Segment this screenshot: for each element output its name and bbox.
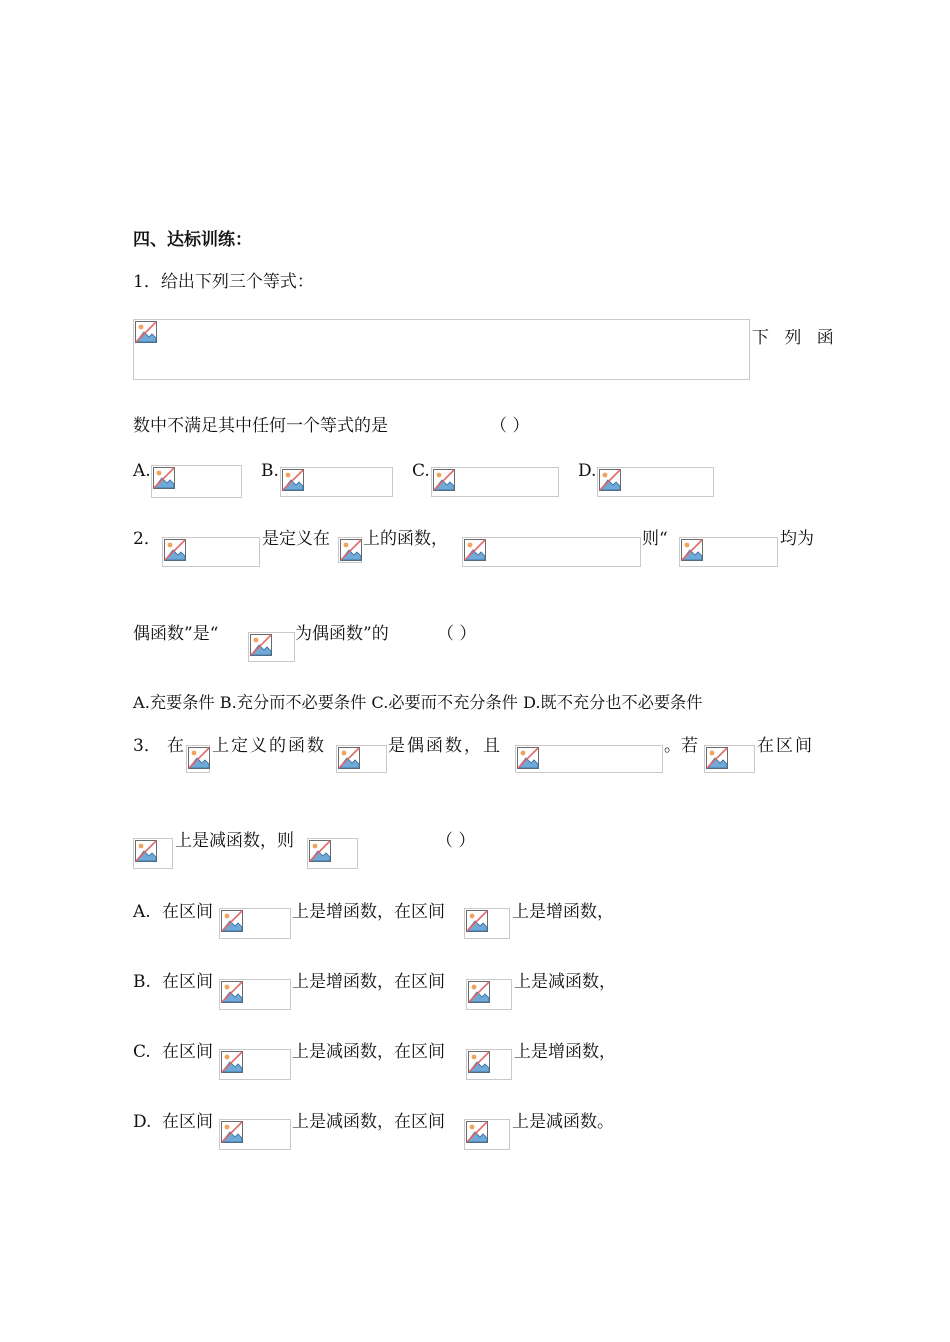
q2-text-5: 偶函数”是“ [133, 624, 219, 644]
q2-answer-paren: （ ） [437, 624, 477, 644]
q3-image-6 [307, 838, 358, 869]
q3-option-a-image-2 [464, 908, 510, 939]
q3-option-a-text-3: 上是增函数， [512, 902, 614, 922]
q1-option-b-image [280, 467, 393, 497]
q3-text-3: 是偶函数，且 [388, 736, 502, 756]
q3-option-d-text-3: 上是减函数。 [512, 1112, 614, 1132]
q3-option-a-label: A. [133, 902, 151, 922]
q3-option-d-text-1: 在区间 [162, 1112, 213, 1132]
q2-options: A.充要条件 B.充分而不必要条件 C.必要而不充分条件 D.既不充分也不必要条件 [133, 693, 703, 712]
q3-option-b-text-2: 上是增函数，在区间 [292, 972, 445, 992]
q3-option-c-label: C. [133, 1042, 151, 1062]
q3-option-d-image-2 [464, 1119, 510, 1150]
q3-option-c-image-1 [219, 1049, 291, 1080]
q1-answer-paren: （ ） [490, 416, 530, 436]
q3-option-a-text-2: 上是增函数，在区间 [292, 902, 445, 922]
q3-answer-paren: （ ） [436, 831, 476, 851]
q3-image-1 [186, 745, 210, 773]
q3-option-b-image-2 [466, 979, 512, 1010]
q1-option-d-label: D. [578, 461, 597, 481]
q2-image-3 [462, 537, 641, 567]
q3-option-b-text-3: 上是减函数， [514, 972, 616, 992]
q1-option-b-label: B. [261, 461, 279, 481]
q2-text-1: 是定义在 [262, 529, 330, 549]
q1-option-c-image [431, 467, 559, 497]
q3-option-c-text-3: 上是增函数， [514, 1042, 616, 1062]
q3-text-1: 在 [167, 736, 184, 756]
q1-option-d-image [597, 467, 714, 497]
q2-image-4 [679, 537, 778, 567]
q2-text-3: 则“ [642, 529, 668, 549]
q3-text-6: 上是减函数，则 [175, 831, 294, 851]
q2-image-5 [248, 632, 295, 662]
q1-stem: 数中不满足其中任何一个等式的是 [133, 416, 388, 436]
q3-option-b-text-1: 在区间 [162, 972, 213, 992]
q3-text-2: 上定义的函数 [212, 736, 326, 756]
q3-option-d-image-1 [219, 1119, 291, 1150]
q2-number: 2． [133, 529, 161, 549]
q2-text-2: 上的函数， [363, 529, 448, 549]
q1-option-a-image [151, 465, 242, 498]
q1-tail: 下 列 函 [752, 328, 839, 348]
q2-text-4: 均为 [780, 529, 814, 549]
q1-equations-image [133, 319, 750, 380]
q1-intro: 1．给出下列三个等式： [133, 272, 314, 292]
q3-image-4 [704, 745, 755, 773]
q3-image-5 [133, 838, 173, 869]
q3-option-b-label: B. [133, 972, 151, 992]
section-title: 四、达标训练： [133, 230, 252, 250]
q2-image-2 [338, 537, 362, 563]
q3-option-d-label: D. [133, 1112, 152, 1132]
q3-option-b-image-1 [219, 979, 291, 1010]
q3-option-a-text-1: 在区间 [162, 902, 213, 922]
q3-image-3 [515, 745, 663, 773]
q3-option-a-image-1 [219, 908, 291, 939]
q3-option-c-text-1: 在区间 [162, 1042, 213, 1062]
q3-text-5: 在区间 [757, 736, 814, 756]
q2-text-6: 为偶函数”的 [295, 624, 389, 644]
q1-option-c-label: C. [412, 461, 430, 481]
q3-text-4: 。若 [664, 736, 698, 756]
q3-option-d-text-2: 上是减函数，在区间 [292, 1112, 445, 1132]
q3-number: 3． [133, 736, 161, 756]
q3-option-c-text-2: 上是减函数，在区间 [292, 1042, 445, 1062]
q2-image-1 [162, 537, 260, 567]
q3-option-c-image-2 [466, 1049, 512, 1080]
q3-image-2 [336, 745, 387, 773]
q1-option-a-label: A. [133, 461, 151, 481]
